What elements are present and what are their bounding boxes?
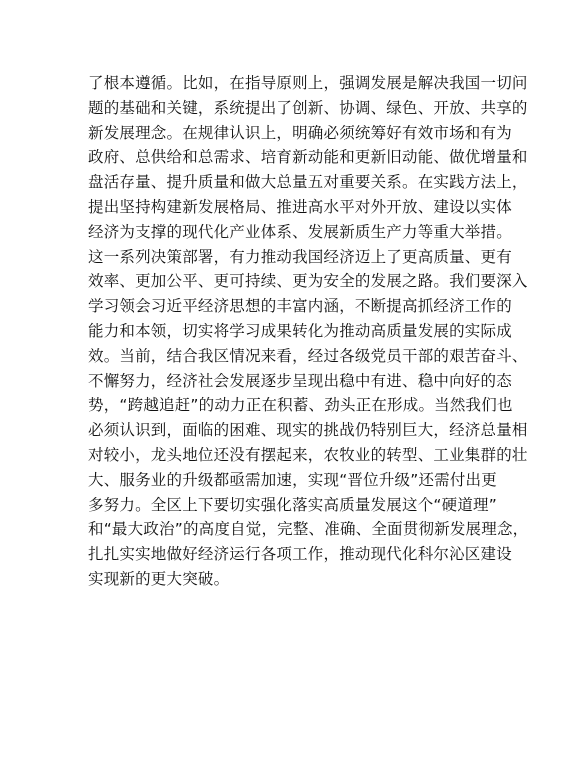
text-line: 学习领会习近平经济思想的丰富内涵，不断提高抓经济工作的 [88, 297, 512, 316]
text-line: 题的基础和关键，系统提出了创新、协调、绿色、开放、共享的 [88, 98, 528, 117]
text-line: 能力和本领，切实将学习成果转化为推动高质量发展的实际成 [88, 321, 512, 340]
text-line: 效。当前，结合我区情况来看，经过各级党员干部的艰苦奋斗、 [88, 346, 528, 365]
body-paragraph [88, 71, 529, 592]
text-line: 不懈努力，经济社会发展逐步呈现出稳中有进、稳中向好的态 [88, 371, 512, 390]
text-line: 新发展理念。在规律认识上，明确必须统筹好有效市场和有为 [88, 123, 512, 142]
text-line: 和“最大政治”的高度自觉，完整、准确、全面贯彻新发展理念， [88, 520, 529, 539]
text-line: 扎扎实实地做好经济运行各项工作，推动现代化科尔沁区建设 [88, 545, 512, 564]
text-line: 政府、总供给和总需求、培育新动能和更新旧动能、做优增量和 [88, 148, 528, 167]
text-line: 实现新的更大突破。 [88, 569, 230, 588]
text-line: 这一系列决策部署，有力推动我国经济迈上了更高质量、更有 [88, 247, 512, 266]
text-line: 提出坚持构建新发展格局、推进高水平对外开放、建设以实体 [88, 197, 512, 216]
text-line: 大、服务业的升级都亟需加速，实现“晋位升级”还需付出更 [88, 470, 497, 489]
text-line: 效率、更加公平、更可持续、更为安全的发展之路。我们要深入 [88, 272, 528, 291]
text-line: 多努力。全区上下要切实强化落实高质量发展这个“硬道理” [88, 495, 497, 514]
text-line: 盘活存量、提升质量和做大总量五对重要关系。在实践方法上， [88, 173, 528, 192]
text-line: 经济为支撑的现代化产业体系、发展新质生产力等重大举措。 [88, 222, 512, 241]
text-line: 势，“跨越追赶”的动力正在积蓄、劲头正在形成。当然我们也 [88, 396, 513, 415]
text-line: 对较小，龙头地位还没有摆起来，农牧业的转型、工业集群的壮 [88, 445, 528, 464]
text-line: 了根本遵循。比如，在指导原则上，强调发展是解决我国一切问 [88, 74, 528, 92]
text-line: 必须认识到，面临的困难、现实的挑战仍特别巨大，经济总量相 [88, 421, 528, 440]
